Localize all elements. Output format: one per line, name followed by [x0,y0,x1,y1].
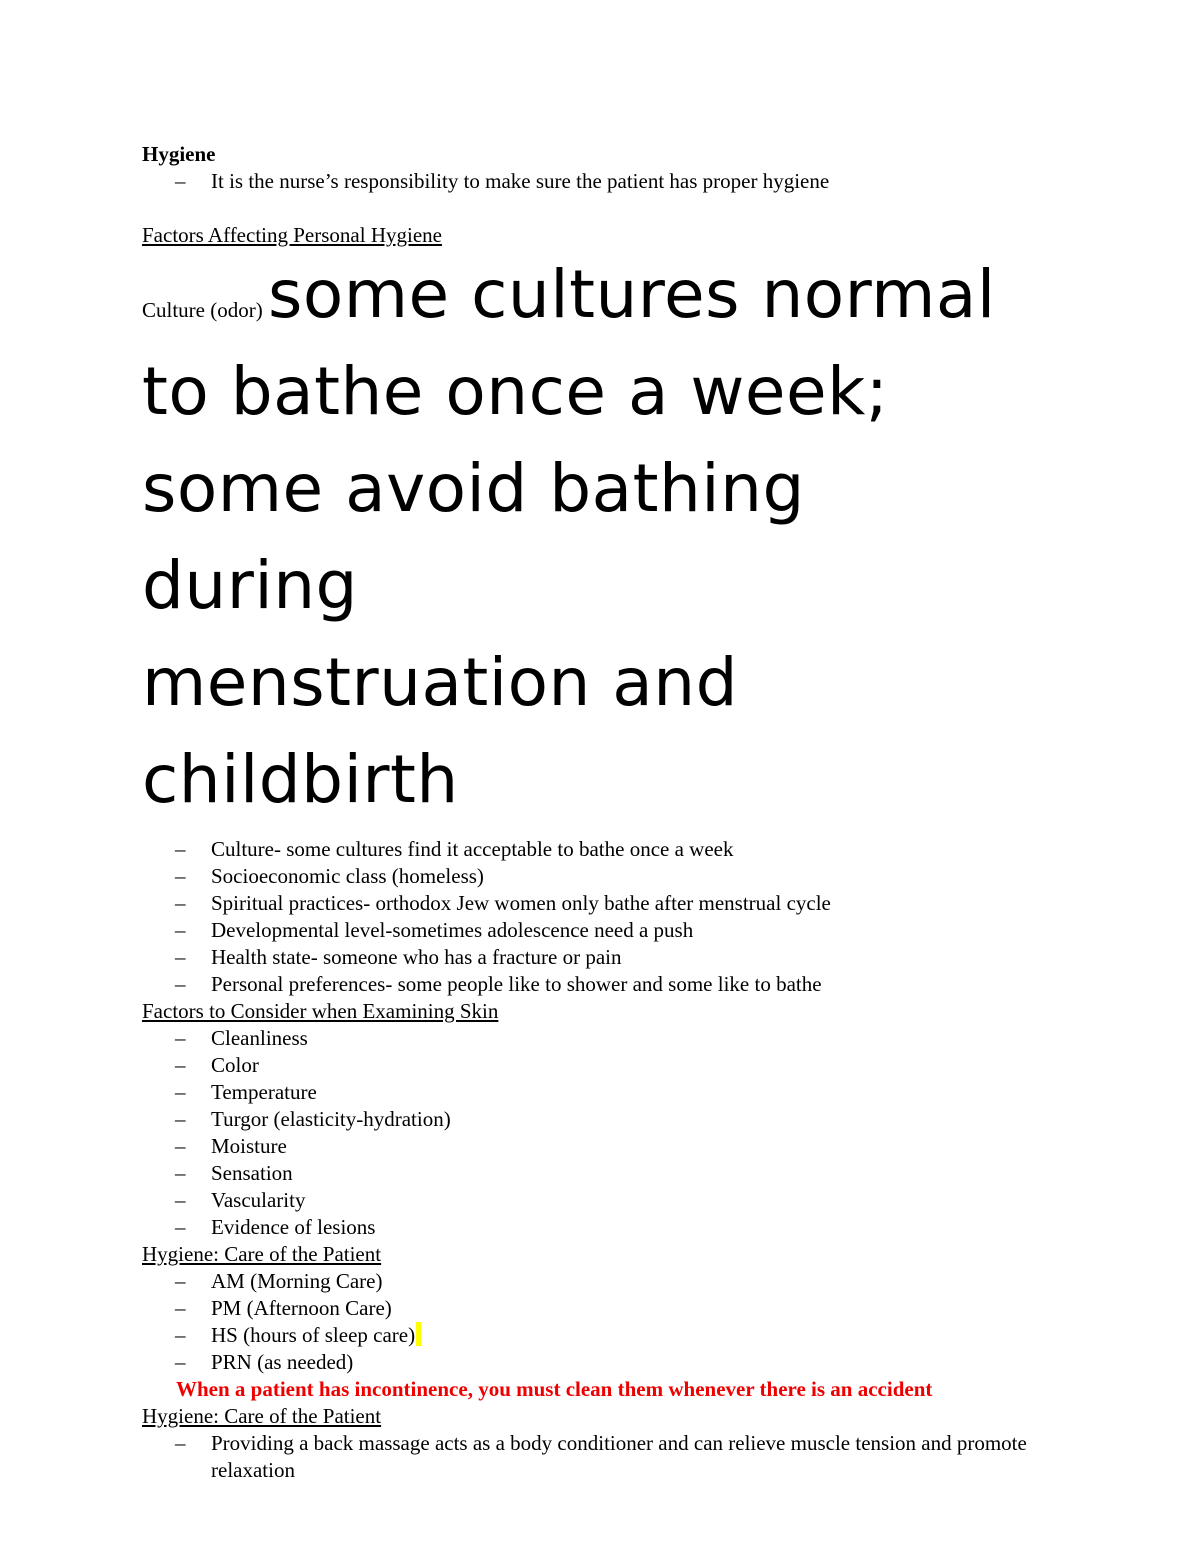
list-item [142,944,1072,971]
dash-bullet: – [175,1107,186,1131]
culture-note-line: some cultures normal [267,256,996,333]
list-item [142,836,1072,863]
culture-label: Culture (odor) [142,298,263,322]
intro-list [142,168,1072,195]
list-item [142,1349,1072,1376]
section-heading-factors-affecting: Factors Affecting Personal Hygiene [142,223,442,247]
dash-bullet: – [175,1053,186,1077]
list-item-text: AM (Morning Care) [211,1269,383,1293]
list-item-text: Sensation [211,1161,293,1185]
dash-bullet: – [175,1161,186,1185]
factors-affecting-list [142,836,1072,998]
list-item-text: Personal preferences- some people like to shower and some like to bathe [211,972,822,996]
list-item-text: Turgor (elasticity-hydration) [211,1107,451,1131]
dash-bullet: – [175,918,186,942]
list-item-text: Cleanliness [211,1026,308,1050]
section-heading-examining-skin: Factors to Consider when Examining Skin [142,999,499,1023]
list-item-text: Temperature [211,1080,317,1104]
list-item-text: It is the nurse’s responsibility to make sure the patient has proper hygiene [211,169,830,193]
list-item-text: Evidence of lesions [211,1215,376,1239]
list-item-text: Color [211,1053,259,1077]
dash-bullet: – [175,1350,186,1374]
list-item [142,1025,1072,1052]
list-item [142,917,1072,944]
list-item [142,1052,1072,1079]
dash-bullet: – [175,1080,186,1104]
document-body [142,141,1072,1484]
list-item-text: PM (Afternoon Care) [211,1296,392,1320]
dash-bullet: – [175,1323,186,1347]
paragraph-spacer [142,195,1072,222]
list-item [142,1214,1072,1241]
dash-bullet: – [175,1026,186,1050]
list-item [142,1430,1072,1484]
list-item [142,863,1072,890]
culture-note-line: some avoid bathing [142,450,805,527]
list-item-text: Socioeconomic class (homeless) [211,864,484,888]
text-highlight-mark [416,1322,421,1346]
list-item [142,1106,1072,1133]
list-item-text: Moisture [211,1134,287,1158]
dash-bullet: – [175,1269,186,1293]
dash-bullet: – [175,945,186,969]
list-item [142,168,1072,195]
list-item-text: PRN (as needed) [211,1350,354,1374]
section-heading-care-of-patient: Hygiene: Care of the Patient [142,1242,382,1266]
list-item-text: Health state- someone who has a fracture or pain [211,945,622,969]
culture-note-line: during [142,547,358,624]
culture-note-line: menstruation and [142,644,738,721]
list-item [142,890,1072,917]
examining-skin-list [142,1025,1072,1241]
culture-note-line: to bathe once a week; [142,353,889,430]
dash-bullet: – [175,1431,186,1455]
care-of-patient-list [142,1268,1072,1376]
dash-bullet: – [175,972,186,996]
list-item-text: HS (hours of sleep care) [211,1323,416,1347]
list-item [142,1133,1072,1160]
dash-bullet: – [175,1134,186,1158]
list-item-text: Culture- some cultures find it acceptable to bathe once a week [211,837,734,861]
list-item [142,1079,1072,1106]
culture-note-line: childbirth [142,741,459,818]
dash-bullet: – [175,169,186,193]
dash-bullet: – [175,1296,186,1320]
dash-bullet: – [175,1215,186,1239]
section-heading-care-of-patient-2: Hygiene: Care of the Patient [142,1404,382,1428]
list-item [142,1268,1072,1295]
document-title: Hygiene [142,142,216,166]
list-item-text: Providing a back massage acts as a body conditioner and can relieve muscle tension and promote relaxation [211,1431,1027,1482]
incontinence-note: When a patient has incontinence, you must clean them whenever there is an accident [176,1377,933,1401]
list-item [142,1160,1072,1187]
list-item [142,1322,1072,1349]
culture-note [142,254,1072,836]
list-item [142,971,1072,998]
list-item [142,1295,1072,1322]
back-massage-list [142,1430,1072,1484]
list-item-text: Developmental level-sometimes adolescence need a push [211,918,694,942]
dash-bullet: – [175,837,186,861]
list-item [142,1187,1072,1214]
dash-bullet: – [175,864,186,888]
dash-bullet: – [175,1188,186,1212]
list-item-text: Vascularity [211,1188,306,1212]
dash-bullet: – [175,891,186,915]
list-item-text: Spiritual practices- orthodox Jew women only bathe after menstrual cycle [211,891,831,915]
